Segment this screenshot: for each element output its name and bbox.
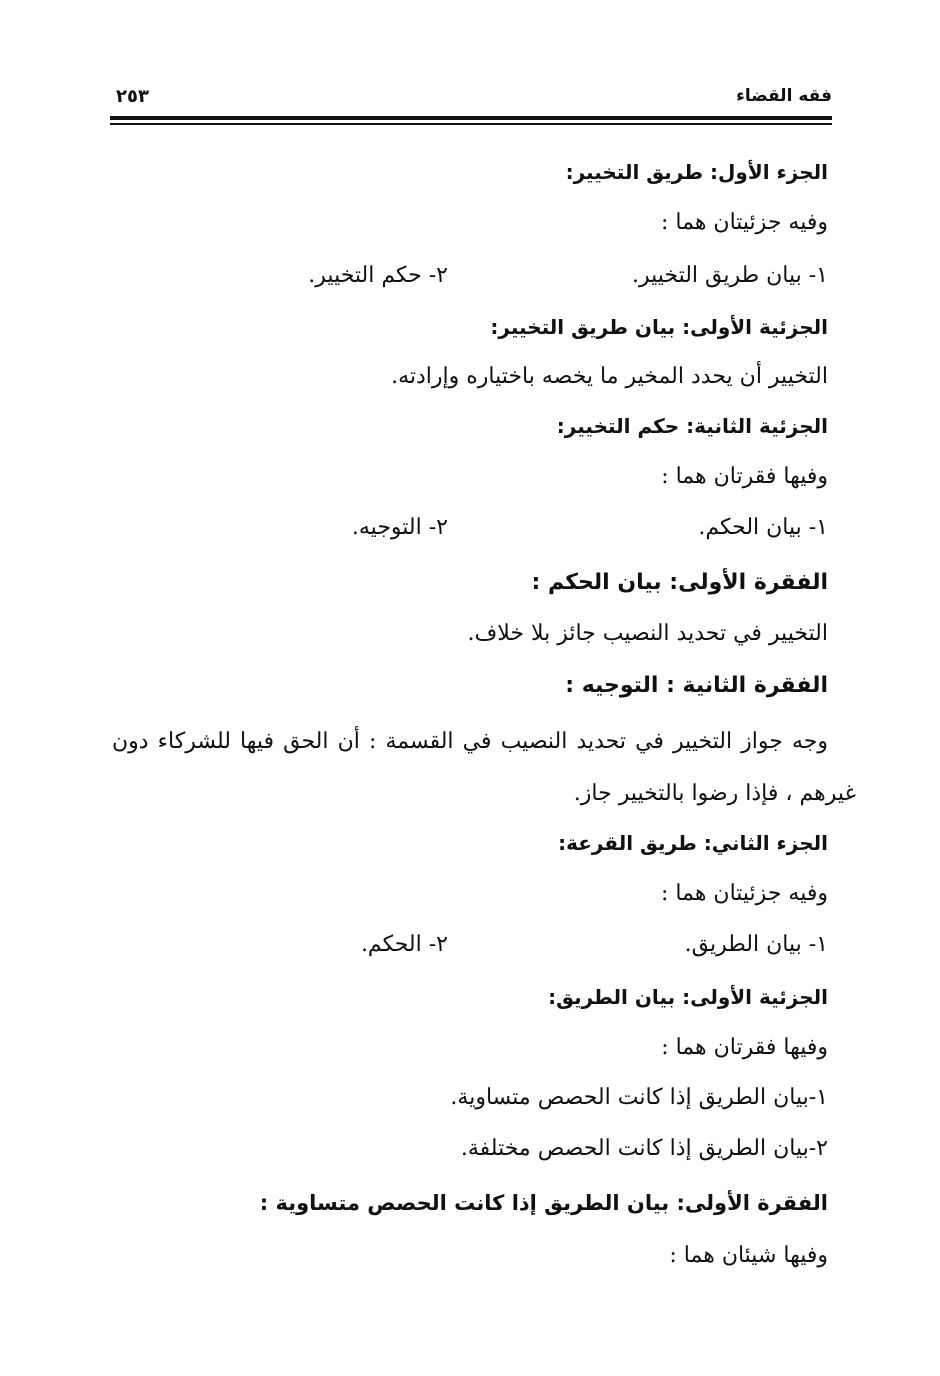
list-item: ٢-بيان الطريق إذا كانت الحصص مختلفة.	[460, 1136, 828, 1161]
list-item: ٢- حكم التخيير.	[308, 263, 448, 288]
header-rule-thin	[110, 123, 832, 125]
list-item: ١- بيان طريق التخيير.	[631, 263, 828, 288]
paragraph-line: وفيه جزئيتان هما :	[661, 881, 828, 906]
list-item: ٢- الحكم.	[360, 932, 448, 957]
running-title: فقه القضاء	[736, 86, 832, 106]
paragraph-line: وفيها فقرتان هما :	[661, 464, 828, 489]
section-heading: الجزء الثاني: طريق القرعة:	[558, 831, 828, 855]
list-item: ١- بيان الطريق.	[684, 932, 828, 957]
list-item: ٢- التوجيه.	[351, 515, 448, 540]
list-item: ١-بيان الطريق إذا كانت الحصص متساوية.	[450, 1085, 828, 1110]
paragraph-heading: الفقرة الأولى: بيان الطريق إذا كانت الحصص متساوية :	[259, 1191, 828, 1215]
paragraph-line: وفيه جزئيتان هما :	[661, 210, 828, 235]
list-item: ١- بيان الحكم.	[698, 515, 828, 540]
subsection-heading: الجزئية الأولى: بيان الطريق:	[548, 985, 828, 1009]
subsection-heading: الجزئية الأولى: بيان طريق التخيير:	[490, 315, 828, 339]
paragraph-line: التخيير في تحديد النصيب جائز بلا خلاف.	[467, 621, 828, 646]
paragraph-line: وفيها فقرتان هما :	[661, 1035, 828, 1060]
paragraph-line: وجه جواز التخيير في تحديد النصيب في القسمة : أن الحق فيها للشركاء دون	[112, 729, 828, 754]
header-rule-thick	[110, 116, 832, 120]
page-number: ٢٥٣	[116, 86, 149, 107]
paragraph-line: وفيها شيئان هما :	[669, 1243, 828, 1268]
section-heading: الجزء الأول: طريق التخيير:	[565, 160, 828, 184]
paragraph-line: التخيير أن يحدد المخير ما يخصه باختياره وإرادته.	[391, 364, 828, 389]
paragraph-heading: الفقرة الثانية : التوجيه :	[565, 673, 828, 698]
paragraph-heading: الفقرة الأولى: بيان الحكم :	[531, 570, 828, 595]
page-header	[110, 86, 832, 116]
paragraph-line: غيرهم ، فإذا رضوا بالتخيير جاز.	[573, 781, 856, 806]
subsection-heading: الجزئية الثانية: حكم التخيير:	[556, 414, 828, 438]
